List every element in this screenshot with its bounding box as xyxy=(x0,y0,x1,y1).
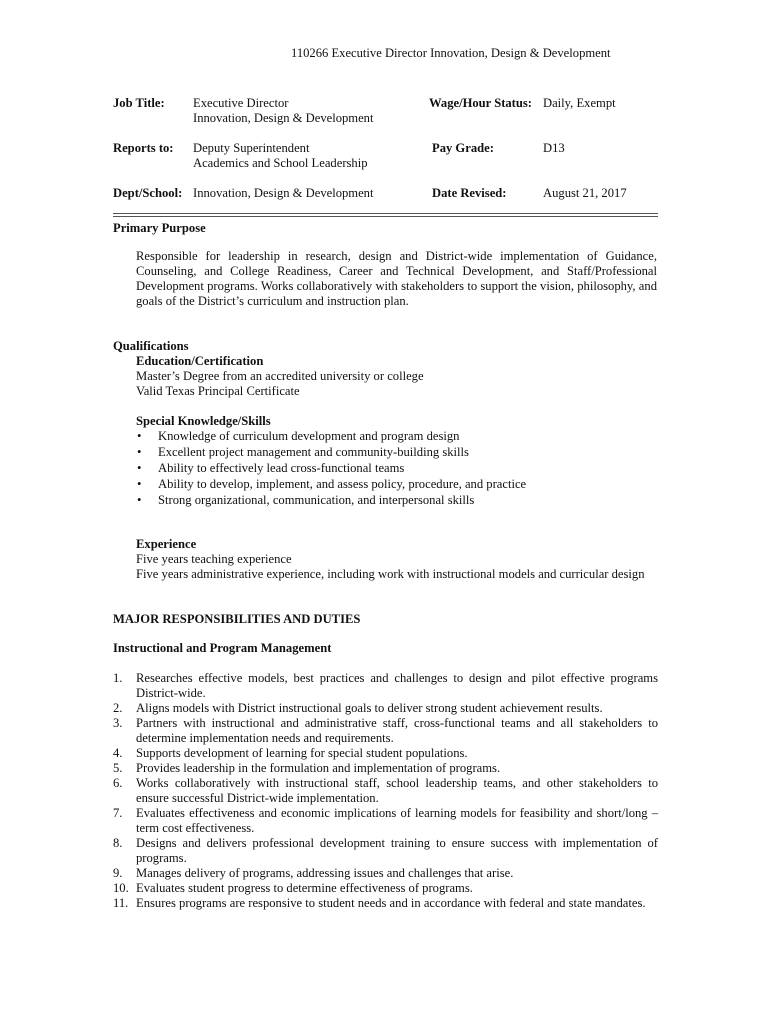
skill-text: Excellent project management and community-building skills xyxy=(158,445,469,459)
duty-item xyxy=(113,836,658,866)
wage-status-value: Daily, Exempt xyxy=(543,96,616,110)
bullet-glyph: • xyxy=(137,477,142,491)
reports-to-label: Reports to: xyxy=(113,141,174,155)
duty-item xyxy=(113,866,658,881)
education-item: Valid Texas Principal Certificate xyxy=(136,384,300,398)
date-revised-label: Date Revised: xyxy=(432,186,507,200)
qualifications-heading: Qualifications xyxy=(113,339,189,353)
bullet-glyph: • xyxy=(137,429,142,443)
responsibilities-heading: MAJOR RESPONSIBILITIES AND DUTIES xyxy=(113,612,361,626)
dept-label: Dept/School: xyxy=(113,186,183,200)
experience-heading: Experience xyxy=(136,537,197,551)
duty-text: Ensures programs are responsive to student needs and in accordance with federal and state mandates. xyxy=(136,896,646,910)
skill-text: Ability to develop, implement, and assess policy, procedure, and practice xyxy=(158,477,527,491)
skills-list xyxy=(135,429,655,509)
duty-text: Supports development of learning for special student populations. xyxy=(136,746,468,760)
duty-item xyxy=(113,881,658,896)
job-title-line2: Innovation, Design & Development xyxy=(193,111,374,125)
reports-to-line1: Deputy Superintendent xyxy=(193,141,310,155)
wage-status-label: Wage/Hour Status: xyxy=(429,96,532,110)
duty-item xyxy=(113,806,658,836)
skills-list-item xyxy=(135,477,655,493)
experience-item: Five years teaching experience xyxy=(136,552,292,566)
duty-text: Researches effective models, best practices and challenges to design and pilot effective programs District-wide. xyxy=(136,671,658,700)
duty-text: Provides leadership in the formulation and implementation of programs. xyxy=(136,761,501,775)
duty-item xyxy=(113,896,658,911)
duty-item xyxy=(113,671,658,701)
education-heading: Education/Certification xyxy=(136,354,264,368)
duty-text: Aligns models with District instructional goals to deliver strong student achievement results. xyxy=(136,701,603,715)
duty-text: Designs and delivers professional development training to ensure success with implementation of programs. xyxy=(136,836,658,865)
skill-text: Knowledge of curriculum development and program design xyxy=(158,429,460,443)
duty-number: 10. xyxy=(113,881,129,895)
duty-number: 7. xyxy=(113,806,123,820)
primary-purpose-heading: Primary Purpose xyxy=(113,221,206,235)
duty-number: 6. xyxy=(113,776,123,790)
duty-text: Partners with instructional and administrative staff, cross-functional teams and all stakeholders to determine implementation needs and requirements. xyxy=(136,716,658,745)
duty-text: Evaluates student progress to determine effectiveness of programs. xyxy=(136,881,473,895)
program-management-heading: Instructional and Program Management xyxy=(113,641,332,655)
skills-list-item xyxy=(135,429,655,445)
duty-number: 3. xyxy=(113,716,123,730)
job-title-label: Job Title: xyxy=(113,96,165,110)
section-divider-top xyxy=(113,213,658,214)
skills-list-item xyxy=(135,445,655,461)
experience-item: Five years administrative experience, including work with instructional models and curricular design xyxy=(136,567,645,581)
bullet-glyph: • xyxy=(137,445,142,459)
duty-number: 9. xyxy=(113,866,123,880)
section-divider-bottom xyxy=(113,216,658,217)
reports-to-line2: Academics and School Leadership xyxy=(193,156,368,170)
duty-number: 8. xyxy=(113,836,123,850)
duty-item xyxy=(113,701,658,716)
education-item: Master’s Degree from an accredited university or college xyxy=(136,369,424,383)
duty-text: Works collaboratively with instructional staff, school leadership teams, and other stakeholders to ensure successful District-wide implementation. xyxy=(136,776,658,805)
skills-list-item xyxy=(135,493,655,509)
job-title-line1: Executive Director xyxy=(193,96,289,110)
primary-purpose-text: Responsible for leadership in research, design and District-wide implementation of Guidance, Counseling, and College Readiness, Career and Technical Development, and Staff/Professional Development programs. Works collaboratively with stakeholders to support the vision, philosophy, and goals of the District’s curriculum and instruction plan. xyxy=(136,249,657,308)
dept-value: Innovation, Design & Development xyxy=(193,186,374,200)
bullet-glyph: • xyxy=(137,461,142,475)
duty-number: 5. xyxy=(113,761,123,775)
pay-grade-value: D13 xyxy=(543,141,565,155)
duty-item xyxy=(113,716,658,746)
date-revised-value: August 21, 2017 xyxy=(543,186,627,200)
skill-text: Strong organizational, communication, and interpersonal skills xyxy=(158,493,475,507)
duty-text: Manages delivery of programs, addressing issues and challenges that arise. xyxy=(136,866,514,880)
skill-text: Ability to effectively lead cross-functional teams xyxy=(158,461,405,475)
skills-list-item xyxy=(135,461,655,477)
duty-number: 4. xyxy=(113,746,123,760)
document-header-title: 110266 Executive Director Innovation, Design & Development xyxy=(291,46,611,60)
duty-number: 1. xyxy=(113,671,123,685)
skills-heading: Special Knowledge/Skills xyxy=(136,414,271,428)
duty-number: 11. xyxy=(113,896,129,910)
duty-item xyxy=(113,746,658,761)
duty-item xyxy=(113,776,658,806)
duty-number: 2. xyxy=(113,701,123,715)
bullet-glyph: • xyxy=(137,493,142,507)
duty-text: Evaluates effectiveness and economic implications of learning models for feasibility and short/long – term cost effectiveness. xyxy=(136,806,658,835)
duty-item xyxy=(113,761,658,776)
pay-grade-label: Pay Grade: xyxy=(432,141,494,155)
duties-list xyxy=(113,671,658,911)
